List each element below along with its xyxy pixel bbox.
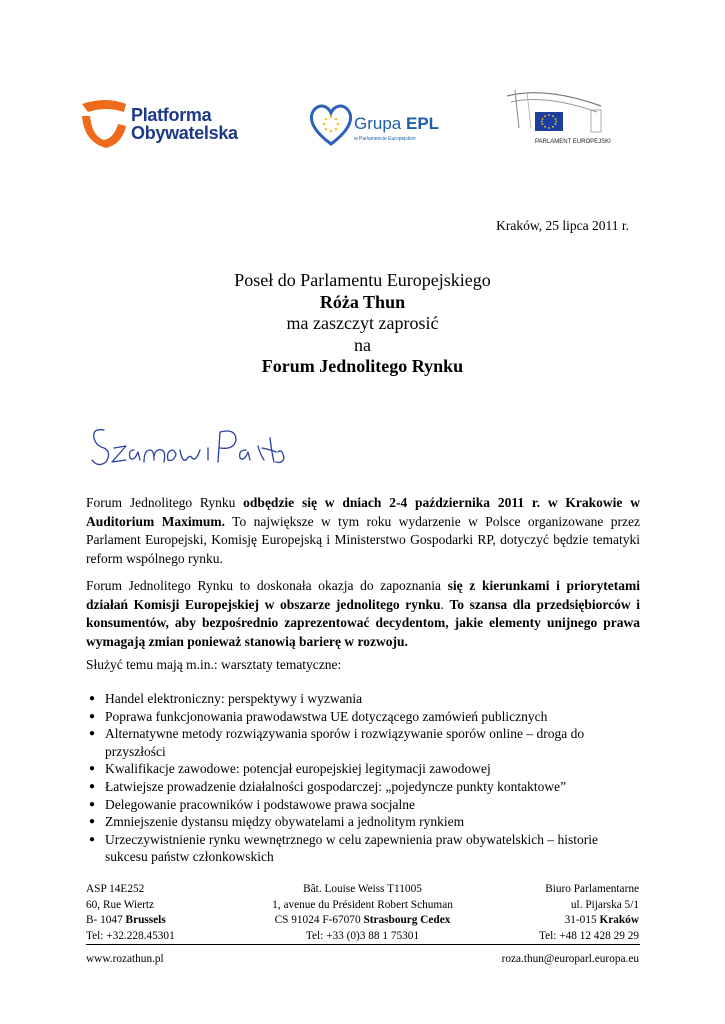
list-item [86,796,640,814]
p1-text-bold: odbędzie się w dniach 2-4 października 2011 r. w Krakowie w Auditorium Maximum. [86,495,640,529]
bullet-icon: ● [89,798,96,810]
footer-strasbourg-cityname: Strasbourg Cedex [363,914,451,927]
p2-text-bold2: To szansa dla przedsiębiorców i konsumentów, aby bezpośrednio zaprezentować decydentom, jakie elementy unijnego prawa wymagają zmian ponieważ stanowią barierę w rozwoju. [86,596,640,649]
platforma-obywatelska-logo [76,94,276,154]
paragraph-workshops-intro: Służyć temu mają m.in.: warsztaty tematyczne: [86,657,342,672]
po-logo-line1: Platforma [131,105,212,125]
invitation-heading [0,270,725,378]
heading-event-name: Forum Jednolitego Rynku [261,356,464,376]
footer-email-link[interactable]: roza.thun@europarl.europa.eu [501,953,639,965]
footer-krakow-street: ul. Pijarska 5/1 [570,898,639,911]
footer-krakow-phone: Tel: +48 12 428 29 29 [538,930,639,943]
list-item [86,831,640,866]
footer-website-link[interactable]: www.rozathun.pl [86,953,164,965]
workshop-title: Urzeczywistnienie rynku wewnętrznego w celu zapewnienia praw obywatelskich – historie sukcesu państw członkowskich [105,831,598,865]
footer-strasbourg-office: Bât. Louise Weiss T11005 [303,883,422,895]
list-item [86,778,640,796]
list-item [86,813,640,831]
footer-strasbourg-phone: Tel: +33 (0)3 88 1 75301 [305,930,420,943]
po-logo-text [131,106,238,142]
list-item [86,760,640,778]
p1-text-a: Forum Jednolitego Rynku [86,495,244,510]
footer-strasbourg-street: 1, avenue du Président Robert Schuman [272,898,453,911]
ep-logo-label: PARLAMENT EUROPEJSKI [535,139,611,145]
letter-date: Kraków, 25 lipca 2011 r. [496,218,629,233]
footer-address-krakow [539,882,639,945]
workshop-list [86,690,640,866]
footer-krakow-cityname: Kraków [599,914,639,927]
ep-hemicycle-icon [505,88,615,138]
p2-text-c: . [440,596,450,612]
heading-name: Róża Thun [319,291,406,312]
bullet-icon: ● [89,728,96,740]
bullet-icon: ● [89,780,96,792]
epl-logo-subtitle: w Parlamencie Europejskim [354,136,416,142]
heading-line-invites: ma zaszczyt zaprosić [286,313,439,333]
workshop-title: Kwalifikacje zawodowe: potencjał europejskiej legitymacji zawodowej [105,761,491,777]
heading-line-mep: Poseł do Parlamentu Europejskiego [234,270,491,290]
p1-text-c: To największe w tym roku wydarzenie w Polsce organizowane przez Parlament Europejski, Komisję Europejską i Ministerstwo Gospodarki RP, dotyczyć będzie tematyki reform wspólnego rynku. [86,513,641,566]
bullet-icon: ● [89,693,96,704]
list-item [86,725,640,760]
workshop-title: Łatwiejsze prowadzenie działalności gospodarczej: „pojedyncze punkty kontaktowe” [105,778,567,794]
list-item [86,708,640,726]
bullet-icon: ● [89,833,96,845]
p2-text-bold1: się z kierunkami i priorytetami działań Komisji Europejskiej w obszarze jednolitego rynku [86,578,640,612]
bullet-icon: ● [89,710,96,722]
workshop-title: Zmniejszenie dystansu między obywatelami a jednolitym rynkiem [105,814,465,830]
footer-krakow-postcode: 31-015 [564,914,600,927]
footer-brussels-postcode: B- 1047 [86,914,126,927]
epl-heart-icon [308,100,354,148]
workshop-title: Handel elektroniczny: perspektywy i wyzwania [105,691,363,706]
paragraph-event-date [86,494,640,568]
grupa-epl-logo [308,100,458,150]
p2-text-a: Forum Jednolitego Rynku to doskonała okazja do zapoznania [86,578,448,593]
bullet-icon: ● [89,816,96,828]
footer-divider [86,944,640,945]
footer-krakow-city [539,913,639,929]
workshop-title: Delegowanie pracowników i podstawowe prawa socjalne [105,796,416,812]
footer-brussels-cityname: Brussels [125,914,166,927]
footer-strasbourg-postcode: CS 91024 F-67070 [274,914,364,927]
epl-title-bold: EPL [405,114,440,133]
footer-brussels-street: 60, Rue Wiertz [86,898,155,911]
bullet-icon: ● [89,763,96,775]
list-item [86,690,640,708]
workshop-title: Alternatywne metody rozwiązywania sporów i rozwiązywanie sporów online – droga do przyszłości [105,726,585,759]
parlament-europejski-logo [505,88,615,152]
epl-title-light: Grupa [354,114,406,133]
workshop-title: Poprawa funkcjonowania prawodawstwa UE dotyczącego zamówień publicznych [105,708,548,724]
epl-logo-title [354,114,439,134]
footer-brussels-office: ASP 14E252 [86,883,145,895]
handwritten-salutation-signature [86,418,286,474]
po-logo-line2: Obywatelska [131,123,238,143]
heading-line-to: na [354,334,371,355]
paragraph-opportunity [86,577,640,651]
footer-krakow-office: Biuro Parlamentarne [545,883,639,895]
po-emblem-icon [76,94,132,154]
footer-brussels-phone: Tel: +32.228.45301 [86,930,175,943]
